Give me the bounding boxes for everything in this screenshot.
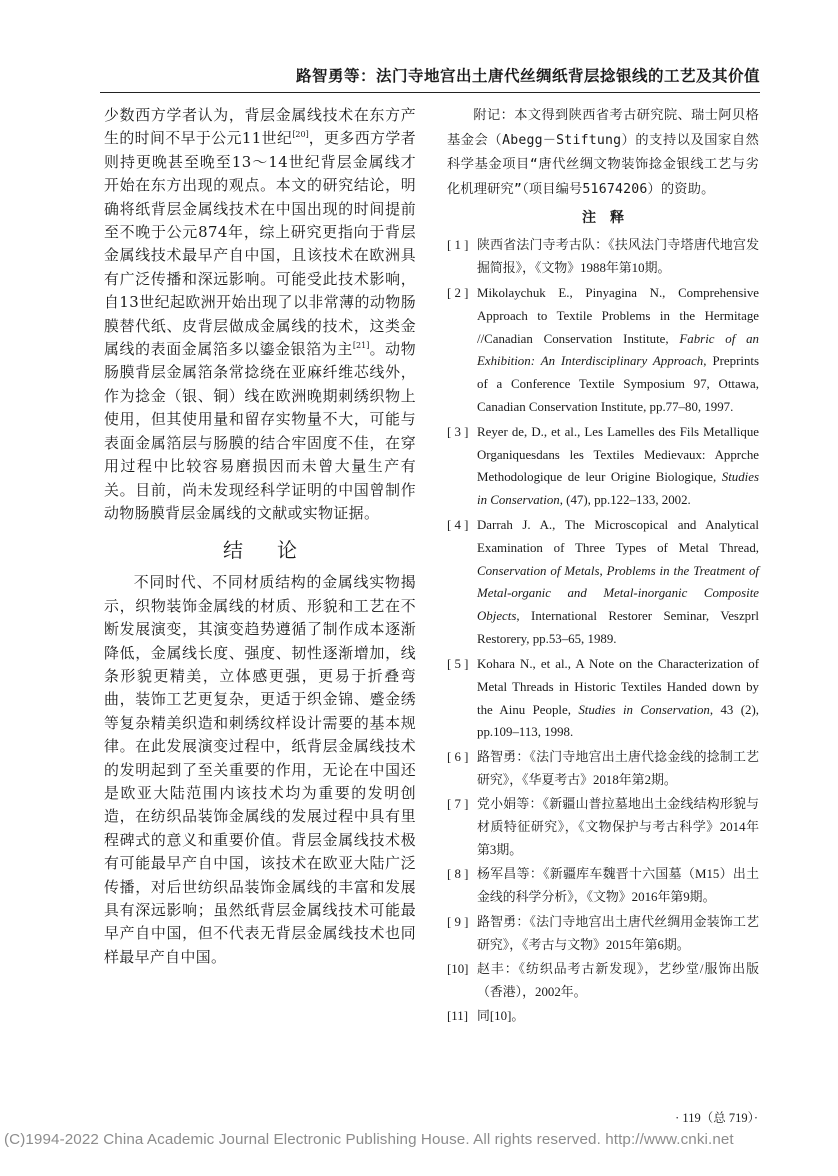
- left-column: [104, 104, 416, 969]
- copyright-footer: (C)1994-2022 China Academic Journal Electronic Publishing House. All rights reserved. http://www.cnki.net: [4, 1131, 734, 1148]
- reference-text: [477, 653, 759, 745]
- reference-text-main: 路智勇：《法门寺地宫出土唐代捻金线的捻制工艺研究》，《华夏考古》2018年第2期。: [477, 749, 759, 787]
- reference-item: [447, 234, 759, 280]
- reference-text: [477, 234, 759, 280]
- reference-item: [447, 282, 759, 419]
- reference-item: [447, 911, 759, 957]
- reference-item: [447, 1005, 759, 1028]
- reference-text: [477, 282, 759, 419]
- intro-text-3: 。动物肠膜背层金属箔条常捻绕在亚麻纤维芯线外，作为捻金（银、铜）线在欧洲晚期刺绣织物上使用，但其使用量和留存实物量不大，可能与表面金属箔层与肠膜的结合牢固度不佳，在穿用过程中比较容易磨损因而未曾大量生产有关。目前，尚未发现经科学证明的中国曾制作动物肠膜背层金属线的文献或实物证据。: [104, 340, 416, 522]
- reference-number: [ 2 ]: [447, 285, 469, 300]
- reference-number: [ 3 ]: [447, 424, 469, 439]
- header-divider: [100, 92, 760, 93]
- conclusion-heading: 结论: [223, 538, 331, 563]
- reference-text: [477, 958, 759, 1004]
- reference-text: [477, 746, 759, 792]
- running-header-title: 路智勇等：法门寺地宫出土唐代丝绸纸背层捻银线的工艺及其价值: [295, 66, 760, 85]
- reference-text-main: 路智勇：《法门寺地宫出土唐代丝绸用金装饰工艺研究》，《考古与文物》2015年第6期。: [477, 914, 759, 952]
- reference-number: [10]: [447, 961, 469, 976]
- reference-list: [447, 234, 759, 1028]
- reference-text: [477, 911, 759, 957]
- reference-text-main: 陕西省法门寺考古队：《扶风法门寺塔唐代地宫发掘简报》，《文物》1988年第10期。: [477, 238, 759, 276]
- reference-text-main: Mikolaychuk E., Pinyagina N., Comprehensive Approach to Textile Problems in the Hermitage //Canadian Conservation Institute,: [477, 285, 759, 346]
- reference-number: [ 8 ]: [447, 867, 469, 882]
- reference-text: [477, 1005, 759, 1028]
- reference-title-italic: Fabric of an Exhibition: An Interdisciplinary Approach: [477, 331, 759, 369]
- citation-20[interactable]: [20]: [292, 130, 309, 140]
- reference-title-italic: Conservation of Metals, Problems in the Treatment of Metal-organic and Metal-inorganic Composite Objects: [477, 563, 759, 624]
- reference-text-tail: , (47), pp.122–133, 2002.: [559, 493, 691, 508]
- reference-text-main: 同[10]。: [477, 1009, 525, 1024]
- reference-text-tail: , International Restorer Seminar, Veszprl Restorery, pp.53–65, 1989.: [477, 609, 759, 647]
- reference-text-main: Reyer de, D., et al., Les Lamelles des Fils Metallique Organiquesdans les Textiles Medievaux: Apprche Methodologique de leur Origine Biologique,: [477, 424, 759, 485]
- reference-title-italic: Studies in Conservation: [477, 470, 759, 508]
- citation-21[interactable]: [21]: [352, 341, 370, 351]
- reference-number: [ 9 ]: [447, 914, 469, 929]
- intro-text-2: ，更多西方学者则持更晚甚至晚至13～14世纪背层金属线才开始在东方出现的观点。本文的研究结论，明确将纸背层金属线技术在中国出现的时间提前至不晚于公元874年，综上研究更指向于背层金属线技术最早产自中国，且该技术在欧洲具有广泛传播和深远影响。可能受此技术影响，自13世纪起欧洲开始出现了以非常薄的动物肠膜替代纸、皮背层做成金属线的技术，这类金属线的表面金属箔多以鎏金银箔为主: [104, 129, 416, 359]
- reference-item: [447, 514, 759, 651]
- reference-text: [477, 793, 759, 862]
- reference-number: [11]: [447, 1009, 468, 1024]
- reference-item: [447, 958, 759, 1004]
- reference-text-tail: , Preprints of a Conference Textile Symposium 97, Ottawa, Canadian Conservation Institute, pp.77–80, 1997.: [477, 354, 759, 415]
- reference-text-main: Kohara N., et al., A Note on the Characterization of Metal Threads in Historic Textiles Handed down by the Ainu People,: [477, 656, 759, 717]
- reference-number: [ 4 ]: [447, 517, 469, 532]
- reference-item: [447, 746, 759, 792]
- right-column: [447, 104, 759, 1030]
- reference-number: [ 5 ]: [447, 656, 469, 671]
- reference-item: [447, 421, 759, 513]
- reference-text: [477, 863, 759, 909]
- reference-number: [ 7 ]: [447, 797, 469, 812]
- reference-text-main: 党小娟等：《新疆山普拉墓地出土金线结构形貌与材质特征研究》，《文物保护与考古科学》2014年第3期。: [477, 797, 759, 857]
- intro-text-1: 少数西方学者认为，背层金属线技术在东方产生的时间不早于公元11世纪: [104, 106, 416, 148]
- reference-text-main: Darrah J. A., The Microscopical and Analytical Examination of Three Types of Metal Thread,: [477, 517, 759, 555]
- reference-text: [477, 421, 759, 513]
- reference-number: [ 6 ]: [447, 749, 469, 764]
- acknowledgement-note: 附记：本文得到陕西省考古研究院、瑞士阿贝格基金会（Abegg－Stiftung）的支持以及国家自然科学基金项目“唐代丝绸文物装饰捻金银线工艺与劣化机理研究”（项目编号51674206）的资助。: [447, 108, 759, 197]
- reference-item: [447, 653, 759, 745]
- notes-heading: 注释: [582, 210, 638, 227]
- reference-title-italic: Studies in Conservation: [578, 702, 710, 717]
- reference-text-main: 赵丰：《纺织品考古新发现》，艺纱堂/服饰出版（香港），2002年。: [477, 961, 759, 999]
- reference-text: [477, 514, 759, 651]
- reference-text-tail: , 43 (2), pp.109–113, 1998.: [477, 702, 759, 740]
- reference-number: [ 1 ]: [447, 238, 469, 253]
- reference-text-main: 杨军昌等：《新疆库车魏晋十六国墓（M15）出土金线的科学分析》，《文物》2016年第9期。: [477, 867, 759, 905]
- reference-item: [447, 863, 759, 909]
- reference-item: [447, 793, 759, 862]
- page-number: · 119（总 719）·: [675, 1111, 758, 1125]
- intro-paragraph: [104, 104, 416, 525]
- conclusion-paragraph: 不同时代、不同材质结构的金属线实物揭示，织物装饰金属线的材质、形貌和工艺在不断发展演变，其演变趋势遵循了制作成本逐渐降低，金属线长度、强度、韧性逐渐增加，线条形貌更精美，立体感更强，更易于折叠弯曲，装饰工艺更复杂，更适于织金锦、蹙金绣等复杂精美织造和刺绣纹样设计需要的基本规律。在此发展演变过程中，纸背层金属线技术的发明起到了至关重要的作用，无论在中国还是欧亚大陆范围内该技术均为重要的发明创造，在纺织品装饰金属线的发展过程中具有里程碑式的意义和重要价值。背层金属线技术极有可能最早产自中国，该技术在欧亚大陆广泛传播，对后世纺织品装饰金属线的丰富和发展具有深远影响；虽然纸背层金属线技术可能最早产自中国，但不代表无背层金属线技术也同样最早产自中国。: [104, 573, 416, 966]
